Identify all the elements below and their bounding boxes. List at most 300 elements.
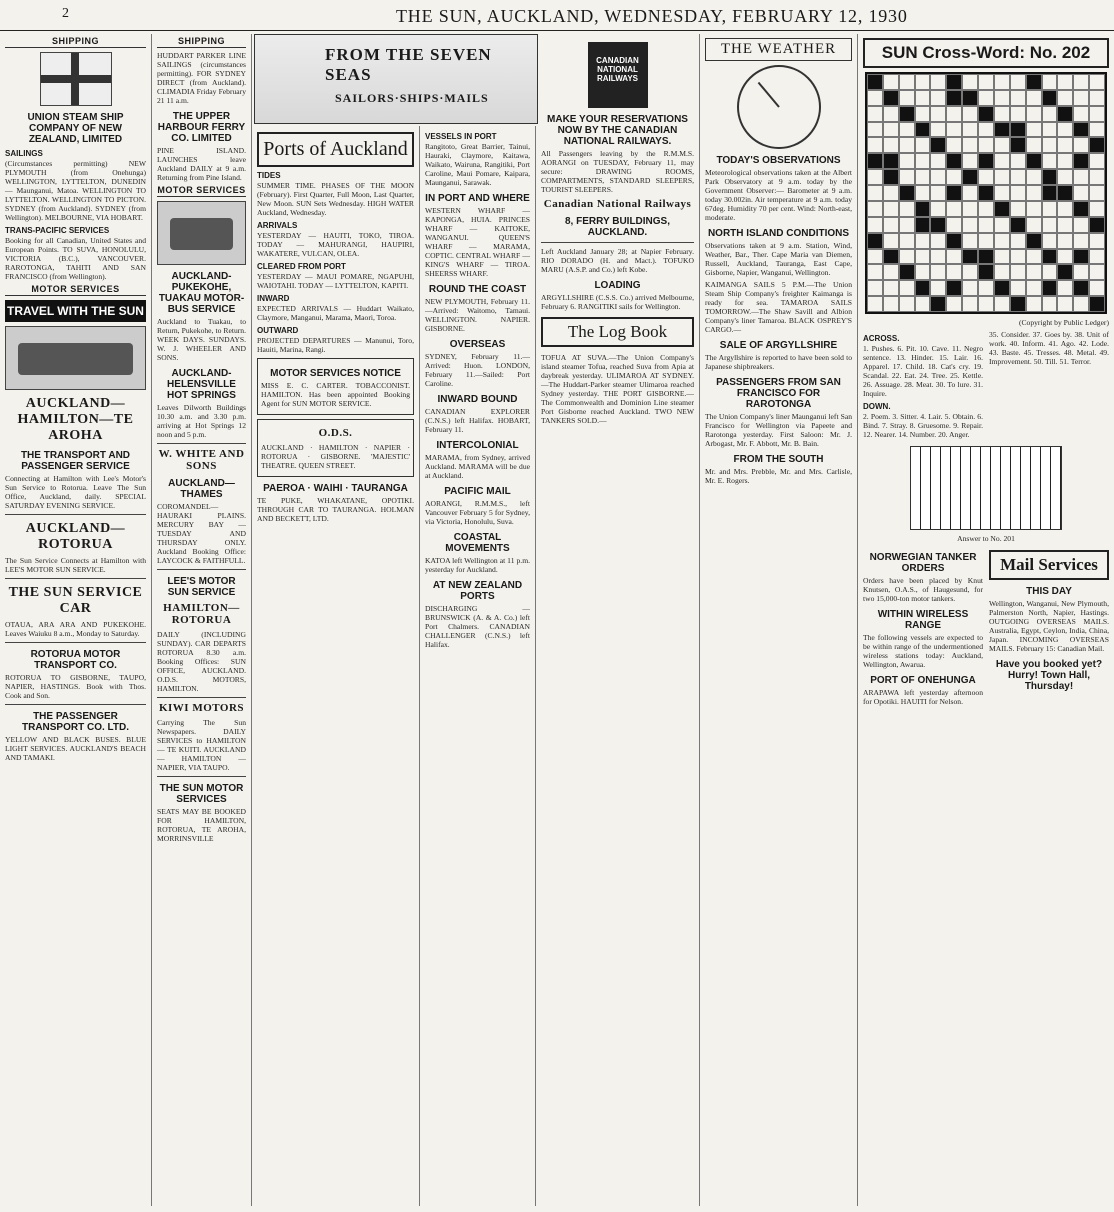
crossword-cell[interactable] bbox=[1010, 233, 1026, 249]
route-text: DAILY (INCLUDING SUNDAY). CAR DEPARTS ROTORUA 8.30 a.m. Booking Offices: SUN OFFICE, AUCKLAND. O.D.S. MOTORS, HAMILTON. bbox=[157, 630, 246, 693]
route-text: YELLOW AND BLACK BUSES. BLUE LIGHT SERVICES. AUCKLAND'S BEACH AND TAMAKI. bbox=[5, 735, 146, 762]
crossword-cell[interactable] bbox=[899, 280, 915, 296]
route-title: W. WHITE AND SONS bbox=[158, 448, 245, 472]
sale-heading: SALE OF ARGYLLSHIRE bbox=[719, 340, 838, 351]
crossword-cell[interactable] bbox=[994, 280, 1010, 296]
crossword-cell[interactable] bbox=[962, 201, 978, 217]
crossword-cell[interactable] bbox=[1026, 201, 1042, 217]
crossword-cell[interactable] bbox=[1026, 169, 1042, 185]
crossword-cell[interactable] bbox=[946, 201, 962, 217]
crossword-cell[interactable] bbox=[930, 90, 946, 106]
conditions-heading: NORTH ISLAND CONDITIONS bbox=[707, 228, 850, 239]
crossword-cell[interactable] bbox=[1089, 137, 1105, 153]
crossword-cell[interactable] bbox=[962, 106, 978, 122]
crossword-cell[interactable] bbox=[1089, 280, 1105, 296]
crossword-cell[interactable] bbox=[899, 122, 915, 138]
crossword-cell[interactable] bbox=[946, 185, 962, 201]
crossword-cell[interactable] bbox=[867, 249, 883, 265]
crossword-cell[interactable] bbox=[962, 233, 978, 249]
across-heading: ACROSS. bbox=[863, 334, 900, 343]
crossword-cell[interactable] bbox=[1057, 296, 1073, 312]
crossword-cell[interactable] bbox=[1010, 106, 1026, 122]
crossword-cell[interactable] bbox=[1089, 106, 1105, 122]
crossword-cell[interactable] bbox=[915, 217, 931, 233]
crossword-cell[interactable] bbox=[915, 106, 931, 122]
mail-text: Wellington, Wanganui, New Plymouth, Palmerston North, Napier, Hastings. OUTGOING OVERSEAS MAILS. Australia, Egypt, Ceylon, India, China, Japan. INCOMING OVERSEAS MAILS. February 15: Canadian Mail. bbox=[989, 599, 1109, 653]
crossword-cell[interactable] bbox=[930, 185, 946, 201]
crossword-cell[interactable] bbox=[1042, 249, 1058, 265]
across-clues: 1. Pushes. 6. Pit. 10. Cave. 11. Negro sentence. 13. Hinder. 15. Lair. 16. Apparel. 17. Child. 18. Cat's cry. 19. Scandal. 22. Eat. 24. Tree. 25. Kettle. 26. Assuage. 28. Meat. 30. To lure. 31. Inquire. bbox=[863, 344, 983, 398]
crossword-cell[interactable] bbox=[899, 264, 915, 280]
crossword-cell[interactable] bbox=[867, 153, 883, 169]
wireless-text: The following vessels are expected to be within range of the undermentioned wireless stations today: Auckland, Wellington, Awarua. bbox=[863, 633, 983, 669]
crossword-cell[interactable] bbox=[1010, 185, 1026, 201]
crossword-cell[interactable] bbox=[930, 74, 946, 90]
crossword-cell[interactable] bbox=[883, 106, 899, 122]
south-heading: FROM THE SOUTH bbox=[733, 454, 824, 465]
crossword-cell[interactable] bbox=[946, 217, 962, 233]
crossword-cell[interactable] bbox=[1010, 264, 1026, 280]
route-title: AUCKLAND-HELENSVILLE HOT SPRINGS bbox=[167, 368, 236, 401]
crossword-cell[interactable] bbox=[930, 169, 946, 185]
crossword-cell[interactable] bbox=[946, 249, 962, 265]
crossword-cell[interactable] bbox=[1073, 153, 1089, 169]
crossword-cell[interactable] bbox=[930, 106, 946, 122]
ferry-title: THE UPPER HARBOUR FERRY CO. LIMITED bbox=[157, 111, 246, 144]
crossword-cell[interactable] bbox=[1042, 217, 1058, 233]
crossword-cell[interactable] bbox=[946, 169, 962, 185]
in-port-text: WESTERN WHARF — KAPONGA, HUIA. PRINCES WHARF — KAITOKE, WANGANUI. QUEEN'S WHARF — MARAMA, COPTIC. CENTRAL WHARF — KING'S WHARF — TIROA. SHEERSS WHARF. bbox=[425, 206, 530, 278]
crossword-cell[interactable] bbox=[1010, 137, 1026, 153]
crossword-cell[interactable] bbox=[1010, 296, 1026, 312]
crossword-cell[interactable] bbox=[930, 296, 946, 312]
crossword-cell[interactable] bbox=[962, 280, 978, 296]
logbook-title: The Log Book bbox=[541, 317, 694, 347]
crossword-cell[interactable] bbox=[930, 153, 946, 169]
crossword-cell[interactable] bbox=[1089, 217, 1105, 233]
crossword-cell[interactable] bbox=[1026, 249, 1042, 265]
crossword-cell[interactable] bbox=[1010, 90, 1026, 106]
wireless-heading: WITHIN WIRELESS RANGE bbox=[877, 609, 969, 631]
crossword-cell[interactable] bbox=[930, 122, 946, 138]
crossword-cell[interactable] bbox=[994, 264, 1010, 280]
crossword-cell[interactable] bbox=[915, 185, 931, 201]
crossword-cell[interactable] bbox=[883, 122, 899, 138]
crossword-cell[interactable] bbox=[1057, 153, 1073, 169]
crossword-cell[interactable] bbox=[962, 122, 978, 138]
column-canadian bbox=[536, 34, 700, 1206]
crossword-cell[interactable] bbox=[1089, 249, 1105, 265]
crossword-cell[interactable] bbox=[1042, 201, 1058, 217]
crossword-cell[interactable] bbox=[883, 217, 899, 233]
crossword-cell[interactable] bbox=[1089, 201, 1105, 217]
crossword-cell[interactable] bbox=[899, 106, 915, 122]
crossword-cell[interactable] bbox=[899, 201, 915, 217]
crossword-cell[interactable] bbox=[930, 280, 946, 296]
crossword-cell[interactable] bbox=[1057, 249, 1073, 265]
crossword-cell[interactable] bbox=[915, 122, 931, 138]
crossword-cell[interactable] bbox=[1089, 264, 1105, 280]
crossword-cell[interactable] bbox=[1073, 264, 1089, 280]
page-number: 2 bbox=[62, 6, 69, 21]
banner-title: FROM THE SEVEN SEAS bbox=[325, 45, 492, 84]
crossword-cell[interactable] bbox=[867, 74, 883, 90]
crossword-cell[interactable] bbox=[1026, 122, 1042, 138]
logbook-text: TOFUA AT SUVA.—The Union Company's island steamer Tofua, reached Suva from Apia at daybreak yesterday. ULIMAROA AT SYDNEY.—The Huddart-Parker steamer Ulimaroa reached Sydney yesterday. THE PORT GISBORNE.—The Commonwealth and Dominion Line steamer Port Gisborne reached Auckland. TWO NEW TANKERS SOLD.— bbox=[541, 353, 694, 425]
crossword-cell[interactable] bbox=[899, 90, 915, 106]
crossword-cell[interactable] bbox=[915, 280, 931, 296]
crossword-cell[interactable] bbox=[978, 153, 994, 169]
union-flag-icon bbox=[40, 52, 112, 106]
crossword-cell[interactable] bbox=[867, 233, 883, 249]
crossword-cell[interactable] bbox=[978, 233, 994, 249]
crossword-cell[interactable] bbox=[1026, 153, 1042, 169]
crossword-cell[interactable] bbox=[1057, 169, 1073, 185]
paeroa-title: PAEROA · WAIHI · TAURANGA bbox=[263, 483, 408, 494]
mail-services-title: Mail Services bbox=[989, 550, 1109, 580]
crossword-cell[interactable] bbox=[1057, 201, 1073, 217]
crossword-cell[interactable] bbox=[930, 137, 946, 153]
notice-text: MISS E. C. CARTER. TOBACCONIST. HAMILTON. Has been appointed Booking Agent for SUN MOTOR SERVICE. bbox=[261, 381, 410, 408]
in-port-heading: IN PORT AND WHERE bbox=[425, 193, 530, 204]
crossword-cell[interactable] bbox=[883, 169, 899, 185]
ods-text: AUCKLAND · HAMILTON · NAPIER · ROTORUA · GISBORNE. 'MAJESTIC' THEATRE. QUEEN STREET. bbox=[261, 443, 410, 470]
coastal-text: KATOA left Wellington at 11 p.m. yesterday for Auckland. bbox=[425, 556, 530, 574]
crossword-cell[interactable] bbox=[994, 153, 1010, 169]
trans-pacific-heading: TRANS-PACIFIC SERVICES bbox=[5, 226, 110, 235]
crossword-cell[interactable] bbox=[1089, 169, 1105, 185]
crossword-cell[interactable] bbox=[867, 217, 883, 233]
arrivals-text: YESTERDAY — HAUITI, TOKO, TIROA. TODAY — MAHURANGI, HAUPIRI, WAKATERE, VULCAN, OLEA. bbox=[257, 231, 414, 258]
route-title: THE PASSENGER TRANSPORT CO. LTD. bbox=[21, 711, 130, 733]
column-shipping-2 bbox=[152, 34, 252, 1206]
crossword-cell[interactable] bbox=[1026, 217, 1042, 233]
crossword-cell[interactable] bbox=[946, 233, 962, 249]
crossword-cell[interactable] bbox=[1057, 122, 1073, 138]
crossword-cell[interactable] bbox=[883, 201, 899, 217]
weather-title: THE WEATHER bbox=[705, 38, 852, 61]
crossword-cell[interactable] bbox=[883, 153, 899, 169]
inward-text: EXPECTED ARRIVALS — Huddart Waikato, Claymore, Manganui, Marama, Maori, Toroa. bbox=[257, 304, 414, 322]
crossword-cell[interactable] bbox=[994, 74, 1010, 90]
crossword-cell[interactable] bbox=[1042, 137, 1058, 153]
crossword-cell[interactable] bbox=[1026, 296, 1042, 312]
crossword-cell[interactable] bbox=[1026, 74, 1042, 90]
crossword-cell[interactable] bbox=[1042, 74, 1058, 90]
canada-ad-text: All Passengers leaving by the R.M.M.S. AORANGI on TUESDAY, February 11, may secure: DRAWING ROOMS, COMPARTMENTS, STANDARD SLEEPERS, TOURIST SLEEPERS. bbox=[541, 149, 694, 194]
crossword-cell[interactable] bbox=[1042, 233, 1058, 249]
crossword-cell[interactable] bbox=[883, 233, 899, 249]
crossword-cell[interactable] bbox=[978, 122, 994, 138]
crossword-cell[interactable] bbox=[1073, 217, 1089, 233]
ferry-text: PINE ISLAND. LAUNCHES leave Auckland DAILY at 9 a.m. Returning from Pine Island. bbox=[157, 146, 246, 182]
crossword-cell[interactable] bbox=[962, 217, 978, 233]
across-clues-continued: 35. Consider. 37. Goes by. 38. Unit of work. 40. Inform. 41. Ago. 42. Lode. 43. Baste. 45. Tresses. 48. Metal. 49. Improvement. 50. Till. 51. Terror. bbox=[989, 330, 1109, 366]
crossword-cell[interactable] bbox=[915, 90, 931, 106]
crossword-cell[interactable] bbox=[1073, 280, 1089, 296]
crossword-cell[interactable] bbox=[899, 249, 915, 265]
sale-text: The Argyllshire is reported to have been sold to Japanese shipbreakers. bbox=[705, 353, 852, 371]
crossword-cell[interactable] bbox=[1026, 90, 1042, 106]
crossword-cell[interactable] bbox=[978, 264, 994, 280]
route-text: COROMANDEL—HAURAKI PLAINS. MERCURY BAY — TUESDAY AND THURSDAY ONLY. Auckland Booking Office: LAYCOCK & FAITHFULL. bbox=[157, 502, 246, 565]
crossword-cell[interactable] bbox=[978, 185, 994, 201]
crossword-cell[interactable] bbox=[946, 74, 962, 90]
cleared-text: YESTERDAY — MAUI POMARE, NGAPUHI, WAIOTAHI. TODAY — LYTTELTON, KAPITI. bbox=[257, 272, 414, 290]
crossword-cell[interactable] bbox=[899, 185, 915, 201]
crossword-cell[interactable] bbox=[867, 296, 883, 312]
crossword-cell[interactable] bbox=[883, 90, 899, 106]
crossword-cell[interactable] bbox=[915, 137, 931, 153]
crossword-cell[interactable] bbox=[867, 122, 883, 138]
crossword-cell[interactable] bbox=[1057, 74, 1073, 90]
crossword-cell[interactable] bbox=[1026, 280, 1042, 296]
kaimanga-text: KAIMANGA SAILS 5 P.M.—The Union Steam Ship Company's freighter Kaimanga is ready for sea. TAMAROA SAILS TOMORROW.—The Shaw Savill and Albion Company's liner Tamaroa. BLACK OSPREY'S CARGO.— bbox=[705, 280, 852, 334]
crossword-cell[interactable] bbox=[1057, 233, 1073, 249]
crossword-cell[interactable] bbox=[930, 249, 946, 265]
crossword-cell[interactable] bbox=[1010, 217, 1026, 233]
crossword-cell[interactable] bbox=[978, 90, 994, 106]
crossword-cell[interactable] bbox=[962, 185, 978, 201]
crossword-cell[interactable] bbox=[883, 280, 899, 296]
crossword-cell[interactable] bbox=[1073, 90, 1089, 106]
crossword-clues bbox=[863, 330, 1109, 442]
crossword-cell[interactable] bbox=[867, 264, 883, 280]
passengers-text: The Union Company's liner Maunganui left San Francisco for Wellington via Papeete and Rarotonga yesterday. First Saloon: Mr. J. Arbogast, Mr. F. Abbott, Mr. B. Bain. bbox=[705, 412, 852, 448]
crossword-cell[interactable] bbox=[962, 137, 978, 153]
crossword-cell[interactable] bbox=[1073, 185, 1089, 201]
route-subtitle: THE TRANSPORT AND PASSENGER SERVICE bbox=[20, 450, 131, 472]
crossword-cell[interactable] bbox=[1073, 249, 1089, 265]
crossword-cell[interactable] bbox=[946, 296, 962, 312]
route-text: SEATS MAY BE BOOKED FOR HAMILTON, ROTORUA, TE AROHA, MORRINSVILLE bbox=[157, 807, 246, 843]
crossword-cell[interactable] bbox=[946, 137, 962, 153]
crossword-cell[interactable] bbox=[1042, 185, 1058, 201]
crossword-cell[interactable] bbox=[930, 264, 946, 280]
route-text: Connecting at Hamilton with Lee's Motor's Sun Service to Rotorua. Leave The Sun Office, Auckland, daily. SPECIAL SATURDAY EVENING SERVICE. bbox=[5, 474, 146, 510]
crossword-cell[interactable] bbox=[978, 280, 994, 296]
crossword-cell[interactable] bbox=[883, 296, 899, 312]
travel-banner: TRAVEL WITH THE SUN bbox=[5, 300, 146, 322]
crossword-cell[interactable] bbox=[1010, 153, 1026, 169]
crossword-cell[interactable] bbox=[915, 249, 931, 265]
crossword-cell[interactable] bbox=[1042, 296, 1058, 312]
crossword-cell[interactable] bbox=[978, 217, 994, 233]
crossword-cell[interactable] bbox=[1042, 90, 1058, 106]
onehunga-heading: PORT OF ONEHUNGA bbox=[870, 675, 976, 686]
column-heading: SHIPPING bbox=[5, 36, 146, 48]
bus-illustration bbox=[157, 201, 246, 265]
south-text: Mr. and Mrs. Prebble, Mr. and Mrs. Carlisle, Mr. E. Rogers. bbox=[705, 467, 852, 485]
crossword-cell[interactable] bbox=[899, 74, 915, 90]
banner-subtitle: SAILORS·SHIPS·MAILS bbox=[335, 91, 489, 105]
crossword-cell[interactable] bbox=[946, 122, 962, 138]
crossword-cell[interactable] bbox=[946, 90, 962, 106]
crossword-cell[interactable] bbox=[1042, 280, 1058, 296]
canada-address: 8, FERRY BUILDINGS, AUCKLAND. bbox=[564, 216, 670, 238]
crossword-cell[interactable] bbox=[1073, 122, 1089, 138]
crossword-cell[interactable] bbox=[962, 249, 978, 265]
crossword-cell[interactable] bbox=[962, 169, 978, 185]
crossword-cell[interactable] bbox=[1010, 74, 1026, 90]
crossword-cell[interactable] bbox=[994, 122, 1010, 138]
crossword-cell[interactable] bbox=[1073, 74, 1089, 90]
crossword-cell[interactable] bbox=[915, 74, 931, 90]
crossword-cell[interactable] bbox=[978, 249, 994, 265]
crossword-cell[interactable] bbox=[883, 137, 899, 153]
crossword-cell[interactable] bbox=[930, 201, 946, 217]
crossword-cell[interactable] bbox=[883, 249, 899, 265]
crossword-cell[interactable] bbox=[962, 264, 978, 280]
crossword-cell[interactable] bbox=[1042, 106, 1058, 122]
crossword-cell[interactable] bbox=[1042, 169, 1058, 185]
crossword-cell[interactable] bbox=[994, 137, 1010, 153]
crossword-cell[interactable] bbox=[1026, 106, 1042, 122]
crossword-cell[interactable] bbox=[915, 153, 931, 169]
crossword-cell[interactable] bbox=[1010, 249, 1026, 265]
crossword-cell[interactable] bbox=[867, 137, 883, 153]
copyright: (Copyright by Public Ledger) bbox=[1018, 318, 1109, 327]
motor-services-heading: MOTOR SERVICES bbox=[5, 284, 146, 296]
tides-heading: TIDES bbox=[257, 171, 281, 180]
crossword-cell[interactable] bbox=[899, 296, 915, 312]
crossword-cell[interactable] bbox=[978, 169, 994, 185]
crossword-cell[interactable] bbox=[1057, 106, 1073, 122]
crossword-cell[interactable] bbox=[978, 106, 994, 122]
crossword-cell[interactable] bbox=[994, 217, 1010, 233]
crossword-cell[interactable] bbox=[899, 153, 915, 169]
town-hall-ad: Have you booked yet? Hurry! Town Hall, Thursday! bbox=[995, 659, 1103, 692]
crossword-cell[interactable] bbox=[1010, 280, 1026, 296]
list-heading: VESSELS IN PORT bbox=[425, 132, 497, 141]
crossword-title: SUN Cross-Word: No. 202 bbox=[863, 38, 1109, 68]
crossword-cell[interactable] bbox=[915, 264, 931, 280]
column-weather bbox=[700, 34, 858, 1206]
crossword-cell[interactable] bbox=[978, 201, 994, 217]
crossword-cell[interactable] bbox=[867, 201, 883, 217]
crossword-cell[interactable] bbox=[883, 74, 899, 90]
crossword-cell[interactable] bbox=[915, 169, 931, 185]
inward-heading: INWARD bbox=[257, 294, 290, 303]
crossword-cell[interactable] bbox=[883, 185, 899, 201]
crossword-cell[interactable] bbox=[867, 280, 883, 296]
crossword-cell[interactable] bbox=[1089, 153, 1105, 169]
crossword-cell[interactable] bbox=[994, 90, 1010, 106]
crossword-cell[interactable] bbox=[1073, 137, 1089, 153]
cleared-heading: CLEARED FROM PORT bbox=[257, 262, 346, 271]
crossword-cell[interactable] bbox=[930, 233, 946, 249]
crossword-cell[interactable] bbox=[1089, 296, 1105, 312]
crossword-cell[interactable] bbox=[978, 296, 994, 312]
ports-title: Ports of Auckland bbox=[257, 132, 414, 167]
inward-bound-text: CANADIAN EXPLORER (C.N.S.) left Halifax. HOBART, February 11. bbox=[425, 407, 530, 434]
crossword-cell[interactable] bbox=[1089, 90, 1105, 106]
crossword-cell[interactable] bbox=[899, 217, 915, 233]
crossword-cell[interactable] bbox=[1026, 137, 1042, 153]
crossword-cell[interactable] bbox=[1073, 233, 1089, 249]
crossword-cell[interactable] bbox=[915, 201, 931, 217]
crossword-cell[interactable] bbox=[962, 90, 978, 106]
crossword-cell[interactable] bbox=[1026, 185, 1042, 201]
route-text: ROTORUA TO GISBORNE, TAUPO, NAPIER, HASTINGS. Book with Thos. Cook and Son. bbox=[5, 673, 146, 700]
crossword-cell[interactable] bbox=[867, 90, 883, 106]
crossword-cell[interactable] bbox=[1089, 74, 1105, 90]
crossword-cell[interactable] bbox=[1010, 169, 1026, 185]
crossword-cell[interactable] bbox=[899, 137, 915, 153]
crossword-cell[interactable] bbox=[1089, 122, 1105, 138]
crossword-cell[interactable] bbox=[1026, 264, 1042, 280]
crossword-cell[interactable] bbox=[883, 264, 899, 280]
route-title: LEE'S MOTOR SUN SERVICE bbox=[167, 576, 236, 598]
crossword-cell[interactable] bbox=[915, 233, 931, 249]
crossword-cell[interactable] bbox=[1073, 169, 1089, 185]
canada-footer: Canadian National Railways bbox=[543, 198, 692, 210]
crossword-cell[interactable] bbox=[946, 153, 962, 169]
crossword-cell[interactable] bbox=[1057, 217, 1073, 233]
crossword-cell[interactable] bbox=[867, 169, 883, 185]
arrivals-heading: ARRIVALS bbox=[257, 221, 298, 230]
crossword-cell[interactable] bbox=[915, 296, 931, 312]
crossword-cell[interactable] bbox=[867, 185, 883, 201]
crossword-cell[interactable] bbox=[962, 153, 978, 169]
crossword-cell[interactable] bbox=[1057, 90, 1073, 106]
crossword-cell[interactable] bbox=[1057, 280, 1073, 296]
crossword-cell[interactable] bbox=[1010, 122, 1026, 138]
reservations-heading: MAKE YOUR RESERVATIONS NOW BY THE CANADIAN NATIONAL RAILWAYS. bbox=[547, 114, 688, 147]
crossword-cell[interactable] bbox=[930, 217, 946, 233]
crossword-cell[interactable] bbox=[1089, 233, 1105, 249]
route-text: OTAUA, ARA ARA AND PUKEKOHE. Leaves Waiuku 8 a.m., Monday to Saturday. bbox=[5, 620, 146, 638]
crossword-cell[interactable] bbox=[1026, 233, 1042, 249]
crossword-grid[interactable] bbox=[865, 72, 1107, 314]
crossword-cell[interactable] bbox=[994, 296, 1010, 312]
outward-heading: OUTWARD bbox=[257, 326, 299, 335]
crossword-cell[interactable] bbox=[867, 106, 883, 122]
crossword-cell[interactable] bbox=[978, 74, 994, 90]
news-text: Left Auckland January 28; at Napier February. RIO DORADO (H. and Mact.). TOFUKO MARU (A.S.P. and Co.) left Kobe. bbox=[541, 247, 694, 274]
crossword-cell[interactable] bbox=[978, 137, 994, 153]
crossword-cell[interactable] bbox=[1042, 122, 1058, 138]
crossword-cell[interactable] bbox=[946, 280, 962, 296]
crossword-cell[interactable] bbox=[962, 296, 978, 312]
round-coast-heading: ROUND THE COAST bbox=[428, 284, 527, 295]
crossword-cell[interactable] bbox=[994, 185, 1010, 201]
crossword-cell[interactable] bbox=[946, 106, 962, 122]
crossword-cell[interactable] bbox=[1073, 296, 1089, 312]
crossword-cell[interactable] bbox=[994, 169, 1010, 185]
crossword-cell[interactable] bbox=[962, 74, 978, 90]
crossword-cell[interactable] bbox=[1042, 264, 1058, 280]
crossword-cell[interactable] bbox=[1057, 137, 1073, 153]
crossword-cell[interactable] bbox=[994, 249, 1010, 265]
crossword-cell[interactable] bbox=[1042, 153, 1058, 169]
route-title: THE SUN SERVICE CAR bbox=[8, 585, 143, 616]
crossword-cell[interactable] bbox=[1010, 201, 1026, 217]
crossword-cell[interactable] bbox=[1073, 106, 1089, 122]
crossword-cell[interactable] bbox=[1057, 264, 1073, 280]
crossword-cell[interactable] bbox=[994, 201, 1010, 217]
crossword-cell[interactable] bbox=[994, 106, 1010, 122]
crossword-cell[interactable] bbox=[1057, 185, 1073, 201]
crossword-cell[interactable] bbox=[994, 233, 1010, 249]
crossword-cell[interactable] bbox=[899, 169, 915, 185]
crossword-cell[interactable] bbox=[946, 264, 962, 280]
ods-title: O.D.S. bbox=[318, 427, 353, 439]
crossword-cell[interactable] bbox=[899, 233, 915, 249]
newspaper-title: THE SUN, AUCKLAND, WEDNESDAY, FEBRUARY 12, 1930 bbox=[396, 6, 908, 26]
crossword-cell[interactable] bbox=[1089, 185, 1105, 201]
crossword-cell[interactable] bbox=[1073, 201, 1089, 217]
